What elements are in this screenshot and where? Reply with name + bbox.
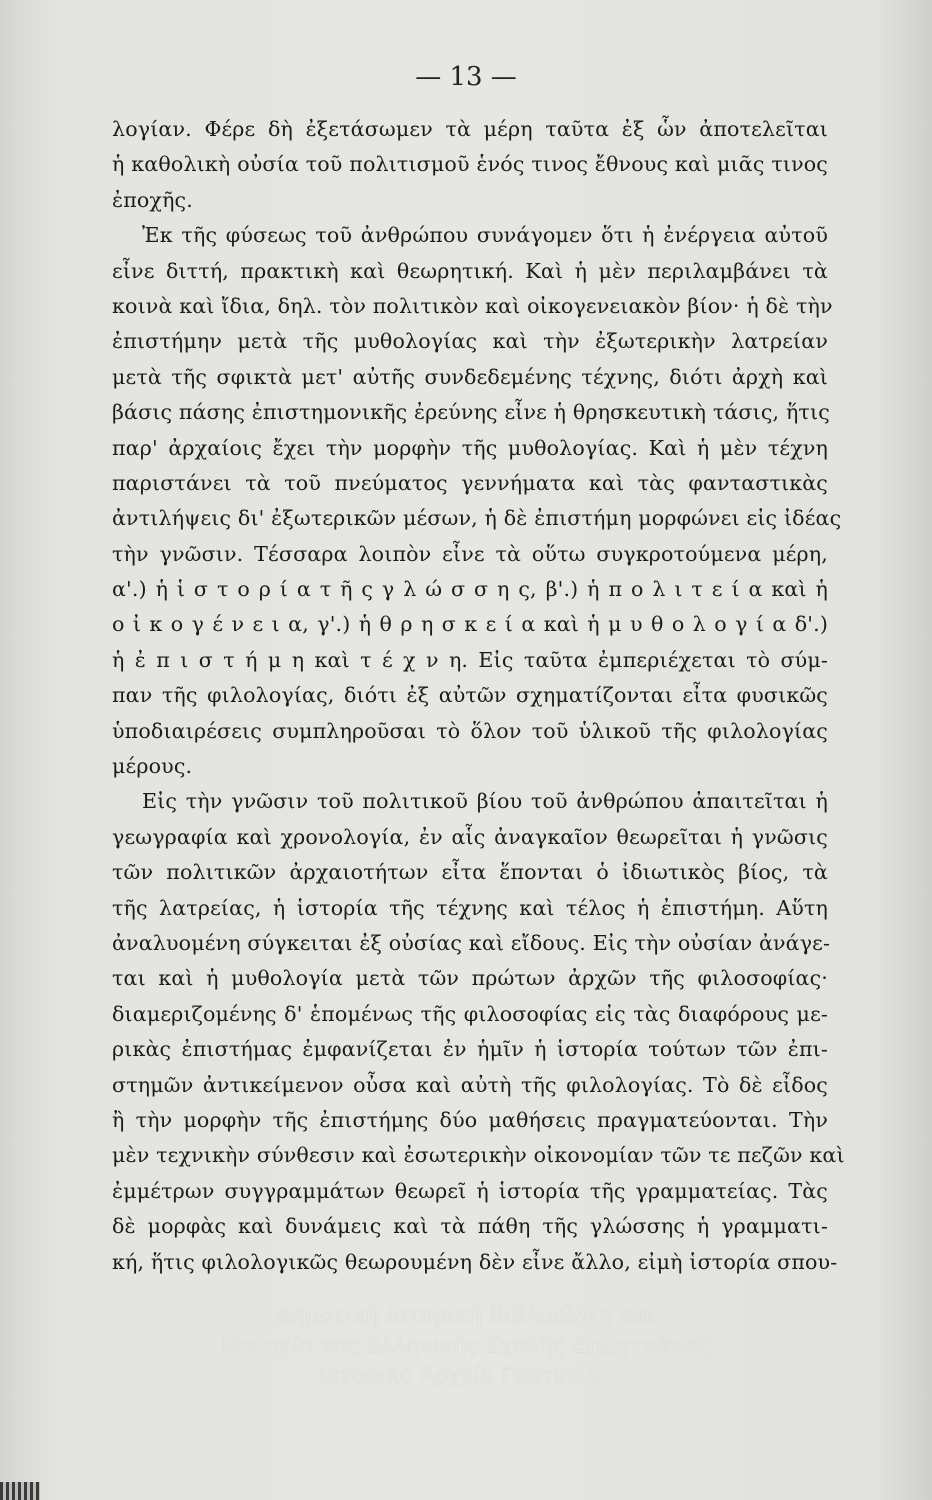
- text-line: ται καὶ ἡ μυθολογία μετὰ τῶν πρώτων ἀρχῶν τῆς φιλοσοφίας·: [112, 966, 828, 991]
- text-line: παρ' ἀρχαίοις ἔχει τὴν μορφὴν τῆς μυθολογίας. Καὶ ἡ μὲν τέχνη: [112, 435, 828, 460]
- text-line: ο ἰ κ ο γ έ ν ε ι α, γ'.) ἡ θ ρ η σ κ ε ί α καὶ ἡ μ υ θ ο λ ο γ ί α δ'.): [112, 612, 828, 637]
- text-line: δὲ μορφὰς καὶ δυνάμεις καὶ τὰ πάθη τῆς γλώσσης ἡ γραμματι-: [112, 1214, 828, 1239]
- page-number: — 13 —: [415, 62, 517, 92]
- text-line: τῶν πολιτικῶν ἀρχαιοτήτων εἶτα ἕπονται ὁ ἰδιωτικὸς βίος, τὰ: [112, 860, 828, 885]
- library-watermark-line: Δημοτική Ιστορική Βιβλιοθήκη και: [276, 1303, 656, 1327]
- text-line: ἢ τὴν μορφὴν τῆς ἐπιστήμης δύο μαθήσεις πραγματεύονται. Τὴν: [112, 1107, 828, 1132]
- library-watermark-line: Μουσείο της Ελληνικής Σχολής Δημητσάνας: [221, 1333, 711, 1357]
- text-line: ἀναλυομένη σύγκειται ἐξ οὐσίας καὶ εἴδους. Εἰς τὴν οὐσίαν ἀνάγε-: [112, 930, 831, 955]
- scan-edge-mark: [0, 1482, 40, 1500]
- text-line: κοινὰ καὶ ἴδια, δηλ. τὸν πολιτικὸν καὶ οἰκογενειακὸν βίον· ἡ δὲ τὴν: [112, 293, 833, 318]
- text-line: ἐπιστήμην μετὰ τῆς μυθολογίας καὶ τὴν ἐξωτερικὴν λατρείαν: [112, 329, 828, 354]
- text-line: διαμεριζομένης δ' ἑπομένως τῆς φιλοσοφίας εἰς τὰς διαφόρους με-: [112, 1001, 828, 1026]
- library-watermark-line: Ιστορικό Αρχείο Γορτυνίας: [318, 1363, 614, 1387]
- text-line: ὑποδιαιρέσεις συμπληροῦσαι τὸ ὅλον τοῦ ὑλικοῦ τῆς φιλολογίας: [112, 718, 828, 743]
- text-line: μετὰ τῆς σφικτὰ μετ' αὐτῆς συνδεδεμένης τέχνης, διότι ἀρχὴ καὶ: [112, 364, 828, 389]
- text-line: ἐμμέτρων συγγραμμάτων θεωρεῖ ἡ ἱστορία τῆς γραμματείας. Τὰς: [112, 1178, 828, 1203]
- text-line: ἐποχῆς.: [112, 187, 193, 212]
- text-line: ἡ καθολικὴ οὐσία τοῦ πολιτισμοῦ ἑνός τινος ἔθνους καὶ μιᾶς τινος: [112, 152, 828, 177]
- text-line: ἡ ἐ π ι σ τ ή μ η καὶ τ έ χ ν η. Εἰς ταῦτα ἐμπεριέχεται τὸ σύμ-: [112, 647, 828, 672]
- text-line: ἀντιλήψεις δι' ἐξωτερικῶν μέσων, ἡ δὲ ἐπιστήμη μορφώνει εἰς ἰδέας: [112, 506, 842, 531]
- text-line: κή, ἥτις φιλολογικῶς θεωρουμένη δὲν εἶνε ἄλλο, εἰμὴ ἱστορία σπου-: [112, 1249, 838, 1274]
- text-line: μέρους.: [112, 754, 193, 779]
- text-line: α'.) ἡ ἱ σ τ ο ρ ί α τ ῆ ς γ λ ώ σ σ η ς, β'.) ἡ π ο λ ι τ ε ί α καὶ ἡ: [112, 577, 828, 602]
- text-line: μὲν τεχνικὴν σύνθεσιν καὶ ἐσωτερικὴν οἰκονομίαν τῶν τε πεζῶν καὶ: [112, 1143, 845, 1168]
- text-line: γεωγραφία καὶ χρονολογία, ἐν αἷς ἀναγκαῖον θεωρεῖται ἡ γνῶσις: [112, 824, 828, 849]
- text-line: εἶνε διττή, πρακτικὴ καὶ θεωρητική. Καὶ ἡ μὲν περιλαμβάνει τὰ: [112, 258, 828, 283]
- text-line: βάσις πάσης ἐπιστημονικῆς ἐρεύνης εἶνε ἡ θρησκευτικὴ τάσις, ἥτις: [112, 400, 830, 425]
- text-line: τῆς λατρείας, ἡ ἱστορία τῆς τέχνης καὶ τέλος ἡ ἐπιστήμη. Αὕτη: [112, 895, 828, 920]
- text-line: ρικὰς ἐπιστήμας ἐμφανίζεται ἐν ἡμῖν ἡ ἱστορία τούτων τῶν ἐπι-: [112, 1037, 828, 1062]
- text-line: στημῶν ἀντικείμενον οὖσα καὶ αὐτὴ τῆς φιλολογίας. Τὸ δὲ εἶδος: [112, 1072, 828, 1097]
- text-line: τὴν γνῶσιν. Τέσσαρα λοιπὸν εἶνε τὰ οὕτω συγκροτούμενα μέρη,: [112, 541, 828, 566]
- text-line: λογίαν. Φέρε δὴ ἐξετάσωμεν τὰ μέρη ταῦτα ἐξ ὧν ἀποτελεῖται: [112, 117, 828, 141]
- text-line: Εἰς τὴν γνῶσιν τοῦ πολιτικοῦ βίου τοῦ ἀνθρώπου ἀπαιτεῖται ἡ: [142, 789, 828, 814]
- text-line: παριστάνει τὰ τοῦ πνεύματος γεννήματα καὶ τὰς φανταστικὰς: [112, 470, 828, 495]
- body-text: [112, 112, 845, 1280]
- text-line: παν τῆς φιλολογίας, διότι ἐξ αὐτῶν σχηματίζονται εἶτα φυσικῶς: [112, 683, 828, 708]
- text-line: Ἐκ τῆς φύσεως τοῦ ἀνθρώπου συνάγομεν ὅτι ἡ ἐνέργεια αὐτοῦ: [142, 223, 828, 248]
